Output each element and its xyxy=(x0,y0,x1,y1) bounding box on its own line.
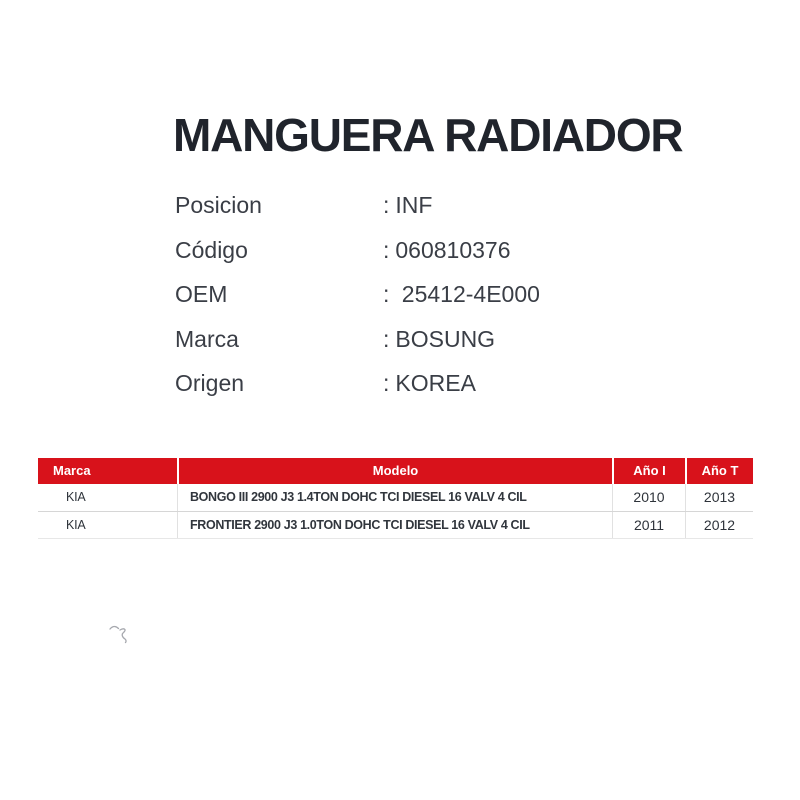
detail-value: BOSUNG xyxy=(395,325,496,352)
detail-row-oem xyxy=(175,272,605,317)
column-header-ano-t: Año T xyxy=(685,458,753,484)
detail-row-codigo xyxy=(175,228,605,273)
table-row xyxy=(38,512,753,540)
page-title: MANGUERA RADIADOR xyxy=(173,109,683,161)
cell-modelo: BONGO III 2900 J3 1.4TON DOHC TCI DIESEL 16 VALV 4 CIL xyxy=(177,484,612,511)
column-header-modelo: Modelo xyxy=(177,458,612,484)
detail-value: KOREA xyxy=(395,370,476,396)
cell-ano-t: 2012 xyxy=(685,512,753,539)
detail-colon: : xyxy=(383,281,390,307)
column-header-marca: Marca xyxy=(53,463,91,478)
applications-table xyxy=(38,458,753,539)
detail-label: Marca xyxy=(175,325,239,352)
detail-row-origen xyxy=(175,361,605,406)
table-row xyxy=(38,484,753,512)
cell-marca: KIA xyxy=(66,517,86,532)
cell-marca: KIA xyxy=(66,490,86,504)
detail-colon: : xyxy=(383,370,390,396)
detail-label: Posicion xyxy=(175,192,262,218)
detail-row-marca xyxy=(175,317,605,362)
detail-value: INF xyxy=(395,192,433,218)
detail-label: OEM xyxy=(175,281,228,307)
cell-modelo: FRONTIER 2900 J3 1.0TON DOHC TCI DIESEL 16 VALV 4 CIL xyxy=(177,512,612,539)
product-details xyxy=(175,183,605,406)
detail-value: 060810376 xyxy=(395,236,511,263)
table-header-row xyxy=(38,458,753,484)
detail-label: Código xyxy=(175,236,248,263)
detail-label: Origen xyxy=(175,370,245,396)
detail-value: 25412-4E000 xyxy=(395,281,540,307)
detail-colon: : xyxy=(383,192,390,218)
column-header-ano-i: Año I xyxy=(612,458,685,484)
cell-ano-i: 2011 xyxy=(612,512,685,539)
detail-row-posicion xyxy=(175,183,605,228)
cell-ano-i: 2010 xyxy=(612,484,685,511)
detail-colon: : xyxy=(383,325,390,352)
pen-squiggle-mark xyxy=(108,621,138,653)
cell-ano-t: 2013 xyxy=(685,484,753,511)
detail-colon: : xyxy=(383,236,390,263)
